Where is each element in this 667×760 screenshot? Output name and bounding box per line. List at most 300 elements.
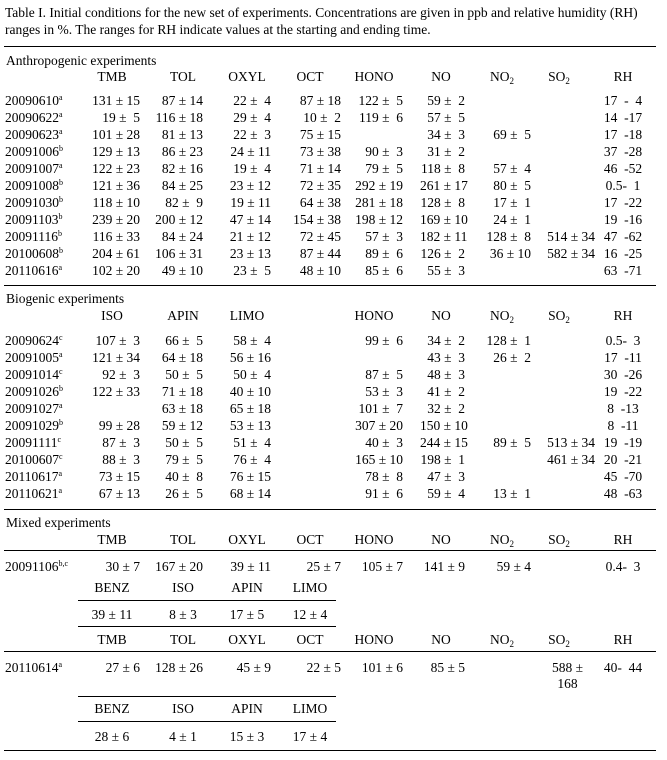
anthro-row-cell: 87 ± 44 [299, 246, 341, 261]
mixed-header-oxyl: OXYL [228, 532, 266, 547]
top-rule [4, 46, 656, 47]
anthro-row-cell: 122 ± 23 [92, 161, 140, 176]
bio-row-cell: 30 -26 [603, 367, 643, 382]
bio-header-iso: ISO [101, 308, 123, 323]
mixed2-sub-header-apin: APIN [231, 701, 263, 716]
bio-row-cell: 101 ± 7 [358, 401, 403, 416]
footnote-marker: a [58, 486, 63, 495]
mixed-exp1-cell: 105 ± 7 [361, 559, 403, 574]
subscript-2: 2 [565, 76, 570, 86]
anthro-row-id [5, 263, 62, 279]
mixed-exp1-cell: 30 ± 7 [105, 559, 140, 574]
bio-row-cell: 79 ± 5 [165, 452, 203, 467]
bio-row-cell: 76 ± 4 [233, 452, 271, 467]
bio-row-id [5, 418, 63, 434]
mixed-exp2-cell: 588 ± [551, 660, 584, 675]
experiment-id-text: 20091111 [5, 435, 58, 450]
anthro-row-cell: 84 ± 24 [161, 229, 203, 244]
anthro-row-cell: 31 ± 2 [427, 144, 465, 159]
bio-row-cell: 45 -70 [603, 469, 643, 484]
bio-row-id [5, 452, 63, 468]
mixed-exp1-cell: 167 ± 20 [155, 559, 203, 574]
experiment-id-text: 20091008 [5, 178, 59, 193]
bio-row-cell: 0.5- 3 [605, 333, 641, 348]
experiment-id-text: 20091103 [5, 212, 59, 227]
bio-row-cell: 17 -11 [604, 350, 642, 365]
mixed2-header-no2: $NO_2$ [490, 632, 514, 649]
bio-row-cell: 87 ± 3 [102, 435, 140, 450]
anthro-row-cell: 57 ± 3 [365, 229, 403, 244]
anthro-header-oxyl: OXYL [228, 69, 266, 84]
mixed-header-oct: OCT [296, 532, 324, 547]
bio-row-id [5, 435, 61, 451]
mixed-header-hono: HONO [354, 532, 394, 547]
mixed-rule [4, 550, 656, 551]
anthro-row-cell: 122 ± 5 [358, 93, 403, 108]
anthro-row-cell: 89 ± 6 [365, 246, 403, 261]
bio-row-cell: 43 ± 3 [427, 350, 465, 365]
subscript-2: 2 [509, 639, 514, 649]
experiment-id-text: 20091007 [5, 161, 59, 176]
bio-row-cell: 56 ± 16 [229, 350, 271, 365]
anthro-row-id [5, 195, 63, 211]
bio-row-cell: 89 ± 5 [493, 435, 531, 450]
anthro-row-cell: 118 ± 10 [92, 195, 140, 210]
experiment-id-text: 20110614 [5, 660, 59, 675]
subscript-2: 2 [509, 539, 514, 549]
mixed-header-no: NO [431, 532, 451, 547]
anthro-header-so2: $SO_2$ [548, 69, 570, 86]
anthro-row-id [5, 212, 63, 228]
mixed-exp1-cell: 59 ± 4 [496, 559, 531, 574]
mixed-exp1-sub-cell: 39 ± 11 [91, 607, 133, 622]
footnote-marker: b,c [58, 559, 69, 568]
mixed2-header-rh: RH [613, 632, 633, 647]
anthro-row-cell: 47 ± 14 [229, 212, 271, 227]
anthro-row-cell: 261 ± 17 [420, 178, 468, 193]
mixed-sub-header-iso: ISO [172, 580, 194, 595]
bio-row-cell: 66 ± 5 [165, 333, 203, 348]
anthro-header-hono: HONO [354, 69, 394, 84]
bottom-rule [4, 750, 656, 751]
anthro-row-cell: 81 ± 13 [161, 127, 203, 142]
footnote-marker: c [59, 452, 63, 461]
anthro-row-cell: 21 ± 12 [229, 229, 271, 244]
bio-row-cell: 92 ± 3 [102, 367, 140, 382]
anthro-row-cell: 182 ± 11 [420, 229, 468, 244]
footnote-marker: a [59, 401, 63, 410]
mixed-exp2-so2-continuation: 168 [557, 676, 578, 691]
mixed-header-no2: $NO_2$ [490, 532, 514, 549]
experiment-id-text: 20091106 [5, 559, 59, 574]
anthro-header-no: NO [431, 69, 451, 84]
anthro-section-title: Anthropogenic experiments [6, 53, 157, 68]
anthro-row-cell: 119 ± 6 [358, 110, 403, 125]
mixed-header-tol: TOL [170, 532, 196, 547]
mixed-header-rh: RH [613, 532, 633, 547]
anthro-row-cell: 29 ± 4 [233, 110, 271, 125]
anthro-row-id [5, 144, 63, 160]
bio-row-cell: 40 ± 10 [229, 384, 271, 399]
anthro-row-cell: 200 ± 12 [155, 212, 203, 227]
anthro-row-cell: 101 ± 28 [92, 127, 140, 142]
anthro-row-cell: 64 ± 38 [299, 195, 341, 210]
section-rule [4, 285, 656, 286]
experiment-id-text: 20100607 [5, 452, 59, 467]
anthro-row-id [5, 161, 63, 177]
anthro-row-cell: 73 ± 38 [299, 144, 341, 159]
mixed-exp2-cell: 45 ± 9 [236, 660, 271, 675]
mixed2-sub-header-limo: LIMO [292, 701, 328, 716]
anthro-row-cell: 19 -16 [603, 212, 643, 227]
anthro-row-cell: 75 ± 15 [299, 127, 341, 142]
bio-row-id [5, 401, 63, 417]
mixed2-header-no: NO [431, 632, 451, 647]
anthro-row-cell: 198 ± 12 [355, 212, 403, 227]
anthro-row-cell: 154 ± 38 [293, 212, 341, 227]
anthro-row-cell: 129 ± 13 [92, 144, 140, 159]
experiment-id-text: 20091014 [5, 367, 59, 382]
bio-header-no: NO [431, 308, 451, 323]
subtable-rule [78, 721, 336, 722]
anthro-row-cell: 87 ± 14 [161, 93, 203, 108]
anthro-row-cell: 46 -52 [603, 161, 643, 176]
bio-header-no2: $NO_2$ [490, 308, 514, 325]
anthro-row-cell: 128 ± 8 [486, 229, 531, 244]
bio-row-cell: 51 ± 4 [233, 435, 271, 450]
bio-header-limo: LIMO [229, 308, 265, 323]
anthro-row-cell: 57 ± 5 [427, 110, 465, 125]
bio-row-cell: 63 ± 18 [161, 401, 203, 416]
bio-row-cell: 91 ± 6 [365, 486, 403, 501]
anthro-row-cell: 23 ± 5 [233, 263, 271, 278]
mixed2-header-oxyl: OXYL [228, 632, 266, 647]
mixed-exp2-cell: 22 ± 5 [306, 660, 341, 675]
footnote-marker: b [59, 418, 63, 427]
anthro-row-cell: 118 ± 8 [420, 161, 465, 176]
anthro-row-cell: 80 ± 5 [493, 178, 531, 193]
bio-row-cell: 41 ± 2 [427, 384, 465, 399]
anthro-row-cell: 19 ± 4 [233, 161, 271, 176]
anthro-row-cell: 582 ± 34 [547, 246, 595, 261]
bio-row-cell: 53 ± 13 [229, 418, 271, 433]
anthro-row-cell: 71 ± 14 [299, 161, 341, 176]
mixed-exp2-cell: 40- 44 [603, 660, 643, 675]
anthro-row-id [5, 229, 62, 245]
mixed2-header-tol: TOL [170, 632, 196, 647]
bio-row-cell: 26 ± 2 [493, 350, 531, 365]
anthro-row-cell: 24 ± 1 [493, 212, 531, 227]
experiment-id-text: 20091006 [5, 144, 59, 159]
bio-row-cell: 88 ± 3 [102, 452, 140, 467]
experiment-id-text: 20091026 [5, 384, 59, 399]
mixed-exp2-sub-cell: 17 ± 4 [292, 729, 328, 744]
bio-row-cell: 121 ± 34 [92, 350, 140, 365]
experiment-id-text: 20091005 [5, 350, 59, 365]
bio-section-title: Biogenic experiments [6, 291, 125, 306]
bio-header-apin: APIN [167, 308, 199, 323]
bio-row-cell: 59 ± 4 [427, 486, 465, 501]
anthro-row-cell: 17 - 4 [603, 93, 643, 108]
mixed-exp2-cell: 27 ± 6 [105, 660, 140, 675]
bio-row-cell: 87 ± 5 [365, 367, 403, 382]
anthro-row-cell: 17 ± 1 [493, 195, 531, 210]
mixed2-sub-header-iso: ISO [172, 701, 194, 716]
experiment-id-text: 20100608 [5, 246, 59, 261]
experiment-id-text: 20090622 [5, 110, 59, 125]
bio-row-cell: 40 ± 8 [165, 469, 203, 484]
bio-row-cell: 73 ± 15 [98, 469, 140, 484]
bio-row-id [5, 350, 63, 366]
footnote-marker: a [58, 469, 63, 478]
anthro-row-cell: 0.5- 1 [605, 178, 641, 193]
bio-row-cell: 50 ± 5 [165, 435, 203, 450]
anthro-row-cell: 131 ± 15 [92, 93, 140, 108]
mixed-exp1-cell: 39 ± 11 [230, 559, 271, 574]
bio-header-hono: HONO [354, 308, 394, 323]
anthro-row-cell: 17 -22 [603, 195, 643, 210]
mixed-sub-header-limo: LIMO [292, 580, 328, 595]
anthro-row-cell: 79 ± 5 [365, 161, 403, 176]
mixed-row-id [5, 559, 68, 575]
bio-row-cell: 99 ± 28 [98, 418, 140, 433]
anthro-row-cell: 116 ± 33 [92, 229, 140, 244]
bio-row-cell: 244 ± 15 [420, 435, 468, 450]
experiment-id-text: 20090610 [5, 93, 59, 108]
mixed-rule [4, 651, 656, 652]
anthro-row-cell: 14 -17 [603, 110, 643, 125]
anthro-row-cell: 87 ± 18 [299, 93, 341, 108]
anthro-row-cell: 47 -62 [603, 229, 643, 244]
anthro-row-cell: 55 ± 3 [427, 263, 465, 278]
anthro-row-id [5, 127, 63, 143]
mixed-section-title: Mixed experiments [6, 515, 111, 530]
anthro-row-cell: 69 ± 5 [493, 127, 531, 142]
bio-row-id [5, 384, 63, 400]
footnote-marker: c [59, 367, 63, 376]
mixed2-header-so2: $SO_2$ [548, 632, 570, 649]
experiment-id-text: 20110616 [5, 263, 59, 278]
bio-row-cell: 122 ± 33 [92, 384, 140, 399]
subscript-2: 2 [565, 539, 570, 549]
anthro-row-cell: 106 ± 31 [155, 246, 203, 261]
experiment-id-text: 20110621 [5, 486, 59, 501]
bio-row-cell: 198 ± 1 [420, 452, 465, 467]
mixed-exp1-sub-cell: 12 ± 4 [292, 607, 328, 622]
bio-row-cell: 34 ± 2 [427, 333, 465, 348]
table-caption: Table I. Initial conditions for the new set of experiments. Concentrations are given in ppb and relative humidity (RH) ranges in %. The ranges for RH indicate values at the starting and ending time. [5, 5, 638, 37]
bio-row-cell: 307 ± 20 [355, 418, 403, 433]
anthro-row-cell: 34 ± 3 [427, 127, 465, 142]
bio-row-cell: 53 ± 3 [365, 384, 403, 399]
footnote-marker: b [59, 384, 63, 393]
subscript-2: 2 [565, 639, 570, 649]
anthro-row-cell: 19 ± 5 [102, 110, 140, 125]
anthro-row-id [5, 93, 63, 109]
anthro-row-id [5, 110, 63, 126]
footnote-marker: c [59, 333, 63, 342]
anthro-row-cell: 37 -28 [603, 144, 643, 159]
mixed-exp2-sub-cell: 28 ± 6 [94, 729, 130, 744]
footnote-marker: b [59, 195, 63, 204]
mixed-exp2-cell: 128 ± 26 [155, 660, 203, 675]
anthro-row-cell: 514 ± 34 [547, 229, 595, 244]
mixed-exp1-sub-cell: 8 ± 3 [169, 607, 197, 622]
footnote-marker: a [58, 660, 63, 669]
anthro-header-tol: TOL [170, 69, 196, 84]
mixed-exp1-cell: 25 ± 7 [306, 559, 341, 574]
bio-row-cell: 26 ± 5 [165, 486, 203, 501]
bio-header-so2: $SO_2$ [548, 308, 570, 325]
bio-row-cell: 513 ± 34 [547, 435, 595, 450]
anthro-row-cell: 49 ± 10 [161, 263, 203, 278]
anthro-row-cell: 90 ± 3 [365, 144, 403, 159]
bio-row-cell: 99 ± 6 [365, 333, 403, 348]
anthro-header-rh: RH [613, 69, 633, 84]
experiment-id-text: 20091029 [5, 418, 59, 433]
bio-row-cell: 13 ± 1 [493, 486, 531, 501]
anthro-header-oct: OCT [296, 69, 324, 84]
anthro-row-cell: 17 -18 [603, 127, 643, 142]
bio-row-cell: 65 ± 18 [229, 401, 271, 416]
footnote-marker: b [58, 229, 62, 238]
bio-row-cell: 8 -11 [607, 418, 639, 433]
mixed2-header-tmb: TMB [97, 632, 127, 647]
bio-row-cell: 67 ± 13 [98, 486, 140, 501]
anthro-row-cell: 85 ± 6 [365, 263, 403, 278]
subtable-rule [78, 696, 336, 697]
bio-row-cell: 48 ± 3 [427, 367, 465, 382]
footnote-marker: a [58, 263, 63, 272]
anthro-row-cell: 86 ± 23 [161, 144, 203, 159]
mixed2-sub-header-benz: BENZ [94, 701, 130, 716]
anthro-header-no2: $NO_2$ [490, 69, 514, 86]
bio-row-id [5, 367, 63, 383]
bio-row-cell: 64 ± 18 [161, 350, 203, 365]
bio-row-cell: 48 -63 [603, 486, 643, 501]
section-rule [4, 509, 656, 510]
bio-row-cell: 150 ± 10 [420, 418, 468, 433]
subscript-2: 2 [509, 76, 514, 86]
experiment-id-text: 20090623 [5, 127, 59, 142]
bio-row-cell: 40 ± 3 [365, 435, 403, 450]
anthro-row-cell: 292 ± 19 [355, 178, 403, 193]
bio-row-cell: 165 ± 10 [355, 452, 403, 467]
subscript-2: 2 [565, 315, 570, 325]
footnote-marker: a [59, 110, 63, 119]
footnote-marker: b [59, 246, 63, 255]
anthro-row-cell: 281 ± 18 [355, 195, 403, 210]
anthro-row-cell: 57 ± 4 [493, 161, 531, 176]
mixed2-header-hono: HONO [354, 632, 394, 647]
bio-row-cell: 19 -19 [603, 435, 643, 450]
anthro-row-cell: 16 -25 [603, 246, 643, 261]
anthro-row-id [5, 246, 63, 262]
bio-row-cell: 47 ± 3 [427, 469, 465, 484]
anthro-row-cell: 204 ± 61 [92, 246, 140, 261]
anthro-row-cell: 126 ± 2 [420, 246, 465, 261]
anthro-row-cell: 19 ± 11 [230, 195, 271, 210]
anthro-row-cell: 22 ± 3 [233, 127, 271, 142]
mixed-exp2-sub-cell: 15 ± 3 [229, 729, 265, 744]
anthro-row-cell: 22 ± 4 [233, 93, 271, 108]
mixed-header-so2: $SO_2$ [548, 532, 570, 549]
footnote-marker: b [58, 212, 63, 221]
anthro-row-id [5, 178, 63, 194]
experiment-id-text: 20091027 [5, 401, 59, 416]
subtable-rule [78, 600, 336, 601]
anthro-row-cell: 63 -71 [603, 263, 643, 278]
mixed-exp1-cell: 141 ± 9 [423, 559, 465, 574]
bio-row-cell: 78 ± 8 [365, 469, 403, 484]
experiment-id-text: 20110617 [5, 469, 59, 484]
bio-row-cell: 50 ± 5 [165, 367, 203, 382]
anthro-row-cell: 23 ± 13 [229, 246, 271, 261]
footnote-marker: b [59, 178, 63, 187]
anthro-row-cell: 116 ± 18 [155, 110, 203, 125]
mixed-exp1-cell: 0.4- 3 [605, 559, 641, 574]
anthro-row-cell: 23 ± 12 [229, 178, 271, 193]
mixed-row-id [5, 660, 62, 676]
anthro-header-tmb: TMB [97, 69, 127, 84]
footnote-marker: b [59, 144, 63, 153]
anthro-row-cell: 24 ± 11 [230, 144, 271, 159]
footnote-marker: a [59, 350, 63, 359]
bio-row-cell: 58 ± 4 [233, 333, 271, 348]
anthro-row-cell: 84 ± 25 [161, 178, 203, 193]
anthro-row-cell: 102 ± 20 [92, 263, 140, 278]
bio-row-cell: 68 ± 14 [229, 486, 271, 501]
anthro-row-cell: 48 ± 10 [299, 263, 341, 278]
mixed-exp2-cell: 101 ± 6 [361, 660, 403, 675]
mixed-header-tmb: TMB [97, 532, 127, 547]
anthro-row-cell: 36 ± 10 [489, 246, 531, 261]
footnote-marker: a [59, 127, 63, 136]
bio-header-rh: RH [613, 308, 633, 323]
anthro-row-cell: 82 ± 9 [165, 195, 203, 210]
bio-row-cell: 461 ± 34 [547, 452, 595, 467]
bio-row-cell: 107 ± 3 [95, 333, 140, 348]
subtable-rule [78, 626, 336, 627]
mixed2-header-oct: OCT [296, 632, 324, 647]
experiment-id-text: 20090624 [5, 333, 59, 348]
anthro-row-cell: 239 ± 20 [92, 212, 140, 227]
anthro-row-cell: 121 ± 36 [92, 178, 140, 193]
footnote-marker: a [59, 161, 63, 170]
bio-row-cell: 128 ± 1 [486, 333, 531, 348]
subscript-2: 2 [509, 315, 514, 325]
bio-row-cell: 71 ± 18 [161, 384, 203, 399]
anthro-row-cell: 59 ± 2 [427, 93, 465, 108]
bio-row-cell: 20 -21 [603, 452, 643, 467]
anthro-row-cell: 10 ± 2 [303, 110, 341, 125]
bio-row-id [5, 333, 63, 349]
footnote-marker: c [57, 435, 62, 444]
bio-row-cell: 8 -13 [607, 401, 639, 416]
bio-row-id [5, 486, 62, 502]
bio-row-cell: 59 ± 12 [161, 418, 203, 433]
anthro-row-cell: 82 ± 16 [161, 161, 203, 176]
anthro-row-cell: 169 ± 10 [420, 212, 468, 227]
mixed-exp2-cell: 85 ± 5 [430, 660, 465, 675]
anthro-row-cell: 72 ± 45 [299, 229, 341, 244]
anthro-row-cell: 72 ± 35 [299, 178, 341, 193]
bio-row-cell: 50 ± 4 [233, 367, 271, 382]
anthro-row-cell: 128 ± 8 [420, 195, 465, 210]
mixed-exp1-sub-cell: 17 ± 5 [229, 607, 265, 622]
mixed-sub-header-benz: BENZ [94, 580, 130, 595]
experiment-id-text: 20091030 [5, 195, 59, 210]
